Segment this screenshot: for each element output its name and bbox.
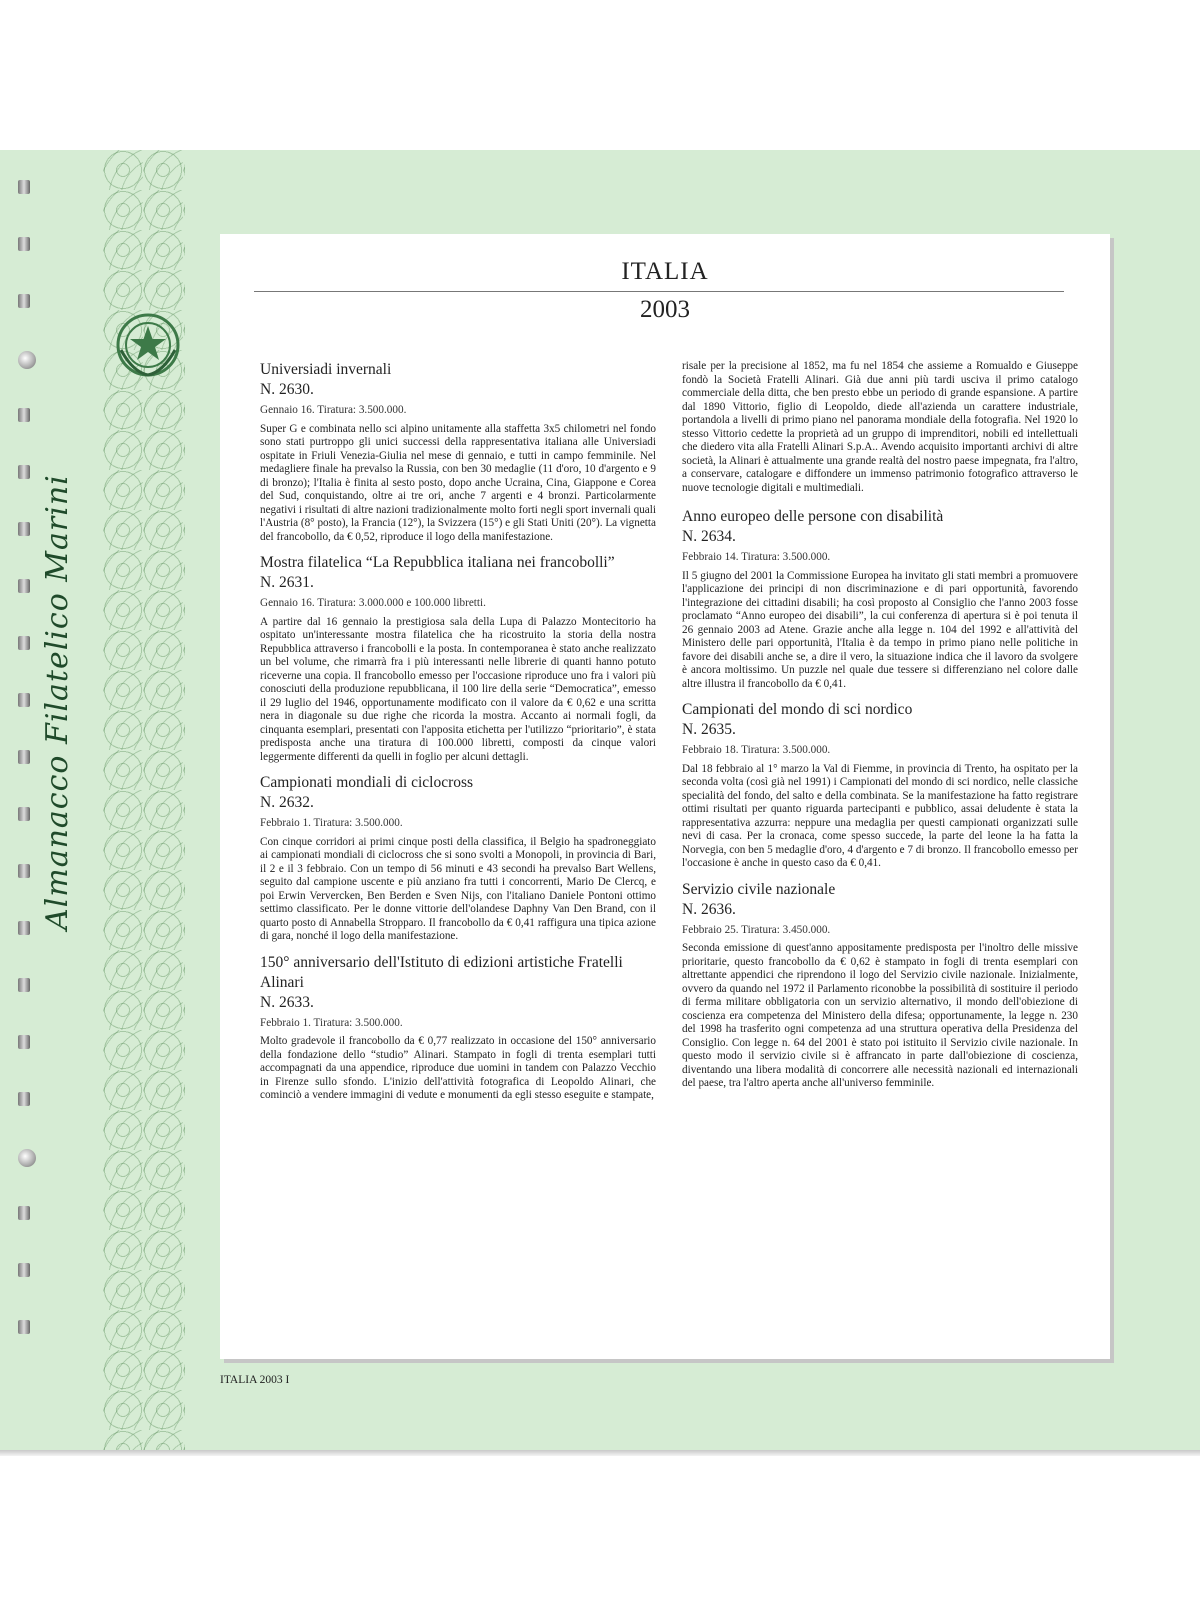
brand-wordmark: Almanacco Filatelico Marini [40,474,75,930]
entry-meta: Gennaio 16. Tiratura: 3.000.000 e 100.000 libretti. [260,597,486,609]
binder-ring-hole-icon [18,693,30,707]
binder-ring-hole-icon [18,1092,30,1106]
binder-ring-hole-icon [18,522,30,536]
entry-meta: Febbraio 1. Tiratura: 3.500.000. [260,817,403,829]
stamp-entry [260,773,656,944]
binder-ring-hole-icon [18,978,30,992]
entry-meta: Febbraio 14. Tiratura: 3.500.000. [682,551,831,563]
entry-body: Dal 18 febbraio al 1° marzo la Val di Fiemme, in provincia di Trento, ha ospitato per la seconda volta (così già nel 1991) i Campionati del mondo di sci nordico, nelle classiche specialità del fondo, del salto e della combinata. Se la manifestazione ha fatto registrare ottimi risultati per quanto riguarda partecipanti e pubblico, assai deludente è stata la rappresentativa azzurra: neppure una medaglia per questi campionati organizzati sulle nevi di casa. Per la cronaca, come spesso succede, la parte del leone la ha fatta la Norvegia, con ben 5 medaglie d'oro, 4 d'argento e 7 di bronzo. Il francobollo emesso per l'occasione è anche in questo caso da € 0,41. [682,762,1078,869]
binder-ring-hole-icon [18,1149,36,1167]
page-footer: ITALIA 2003 I [220,1374,290,1386]
entry-title: Campionati mondiali di ciclocross [260,774,474,791]
page-year: 2003 [640,296,690,323]
binder-ring-hole-icon [18,180,30,194]
entry-number: N. 2631. [260,574,314,591]
page-title: ITALIA [621,258,709,285]
entry-title: Campionati del mondo di sci nordico [682,701,913,718]
stamp-entry [260,553,656,764]
entry-title: 150° anniversario dell'Istituto di edizioni artistiche Fratelli Alinari [260,953,623,991]
right-column [682,360,1078,1100]
stamp-entry [260,360,656,544]
binder-ring-hole-icon [18,1035,30,1049]
binder-ring-hole-icon [18,1320,30,1334]
stamp-entry [682,880,1078,1091]
binder-ring-hole-icon [18,579,30,593]
binder-ring-hole-icon [18,750,30,764]
entry-number: N. 2635. [682,721,736,738]
binder-ring-hole-icon [18,465,30,479]
binder-ring-hole-icon [18,294,30,308]
entry-meta: Febbraio 1. Tiratura: 3.500.000. [260,1016,403,1029]
entry-body: Il 5 giugno del 2001 la Commissione Europea ha invitato gli stati membri a promuovere l'applicazione dei principi di non discriminazione e di pari opportunità, favorendo l'integrazione dei cittadini disabili; ha così proposto al Consiglio che l'anno 2003 fosse proclamato “Anno europeo dei disabili”, la cui conferenza di apertura si è poi tenuta il 26 gennaio 2003 ad Atene. Grazie anche alla legge n. 104 del 1992 e all'attività del Ministero delle pari opportunità, l'Italia è da tempo in primo piano nelle politiche in favore dei disabili anche se, a dire il vero, la situazione indica che il lavoro da svolgere è ancora moltissimo. Un puzzle nel quale due tessere si differenziano nel colore dalle altre illustra il francobollo da € 0,41. [682,569,1078,690]
entry-number: N. 2636. [682,900,736,918]
entry-body: Seconda emissione di quest'anno appositamente predisposta per l'inoltro delle missive prioritarie, questo francobollo da € 0,62 è stampato in fogli di trenta esemplari con altrettante appendici che riprendono il logo del Servizio civile nazionale. Inizialmente, ovvero da quando nel 1972 il Parlamento riconobbe la possibilità di sostituire il periodo di ferma militare obbligatoria con un servizio alternativo, il mondo dell'obiezione di coscienza era competenza del Ministero della difesa; opportunamente, la legge n. 230 del 1998 ha trasferito ogni competenza ad una struttura operativa della Presidenza del Consiglio. Con legge n. 64 del 2001 è stato poi istituito il Servizio civile nazionale. In questo modo il servizio civile si è affrancato in parte dall'obiezione di coscienza, diventando una libera modalità di concorrere alle necessità nazionali ed internazionali del paese, tra l'altro aperta anche all'universo femminile. [682,942,1078,1089]
content-panel [220,234,1110,1359]
stamp-entry [682,507,1078,691]
entry-title: Servizio civile nazionale [682,880,836,898]
entry-meta: Febbraio 25. Tiratura: 3.450.000. [682,923,831,936]
italian-republic-emblem-icon [113,310,183,380]
entry-title: Mostra filatelica “La Repubblica italiana nei francobolli” [260,554,615,571]
binder-ring-hole-icon [18,351,36,369]
entry-number: N. 2632. [260,794,314,811]
entry-meta: Febbraio 18. Tiratura: 3.500.000. [682,744,831,756]
entry-body-continued: risale per la precisione al 1852, ma fu nel 1854 che assieme a Romualdo e Giuseppe fondò la Società Fratelli Alinari. Già due anni più tardi usciva il primo catalogo commerciale della ditta, che ben presto ebbe un periodo di grande espansione. A partire dal 1890 Vittorio, figlio di Leopoldo, diede all'azienda un carattere industriale, portandola a livelli di primo piano nel panorama mondiale della fotografia. Nel 1920 lo stesso Vittorio cedette la proprietà ad un gruppo di imprenditori, nobili ed intellettuali che diedero vita alla Fratelli Alinari S.p.A.. Avendo acquisito importanti archivi di altre società, la Alinari è attualmente una grande realtà del nostro paese impegnata, fra l'altro, a conservare, catalogare e diffondere un immenso patrimonio fotografico attraverso le nuove tecnologie digitali e multimediali. [682,360,1078,494]
entry-body: A partire dal 16 gennaio la prestigiosa sala della Lupa di Palazzo Montecitorio ha ospitato un'interessante mostra filatelica che ha ricostruito la storia della nostra Repubblica attraverso i francobolli e la posta. In contemporanea è stato anche realizzato un bel volume, che rimarrà fra i più interessanti nelle librerie di quanti hanno potuto riceverne una copia. Il francobollo emesso per l'occasione riproduce uno fra i valori più conosciuti della produzione repubblicana, il 100 lire della serie “Democratica”, emesso il 29 luglio del 1946, opportunamente modificato con il valore da € 0,62 e una scritta nera in diagonale su due righe che ricorda la mostra. Accanto ai normali fogli, da cinquanta esemplari, presentati con l'apposita etichetta per l'utilizzo “prioritario”, è stata predisposta anche una tiratura di 100.000 libretti, composti da cinque valori leggermente differenti da quelli in foglio per alcuni dettagli. [260,615,656,763]
header-divider [254,291,1064,292]
binder-ring-hole-icon [18,237,30,251]
binder-ring-holes [18,180,38,1440]
entry-body: Con cinque corridori ai primi cinque posti della classifica, il Belgio ha spadroneggiato ai campionati mondiali di ciclocross che si sono svolti a Monopoli, in provincia di Bari, il 2 e il 3 febbraio. Con un tempo di 56 minuti e 43 secondi ha prevalso Bart Wellens, seguito dal campione uscente e più anziano fra tutti i concorrenti, Mario De Clercq, e poi Erwin Ververcken, Ben Berden e Sven Nijs, con l'italiano Daniele Pontoni ottimo settimo classificato. Per le donne vittorie dell'olandese Daphny Van Den Brand, con il quarto posto di Annabella Stropparo. Il francobollo da € 0,41 raffigura una tipica azione di gara, nonché il logo della manifestazione. [260,835,656,942]
entry-number: N. 2630. [260,381,314,398]
entry-meta: Gennaio 16. Tiratura: 3.500.000. [260,404,407,416]
binder-ring-hole-icon [18,807,30,821]
left-column [260,360,656,1112]
stamp-entry [682,700,1078,871]
binder-ring-hole-icon [18,636,30,650]
entry-number: N. 2633. [260,993,314,1011]
binder-ring-hole-icon [18,864,30,878]
entry-number: N. 2634. [682,528,736,545]
entry-body: Molto gradevole il francobollo da € 0,77 realizzato in occasione del 150° anniversario della fondazione dello “studio” Alinari. Stampato in fogli di trenta esemplari tutti accompagnati da una appendice, riproduce due uomini in tandem con Palazzo Vecchio in Firenze sullo sfondo. L'inizio dell'attività fotografica di Leopoldo Alinari, che cominciò a vendere immagini di vedute e monumenti da egli stesso eseguite e stampate, [260,1035,656,1101]
binder-ring-hole-icon [18,1206,30,1220]
entry-title: Universiadi invernali [260,361,392,378]
entry-title: Anno europeo delle persone con disabilità [682,508,944,525]
binder-ring-hole-icon [18,1263,30,1277]
binder-ring-hole-icon [18,408,30,422]
entry-body: Super G e combinata nello sci alpino unitamente alla staffetta 3x5 chilometri nel fondo sono stati purtroppo gli unici successi della rappresentativa italiana alle Universiadi ospitate in Friuli Venezia-Giulia nel mese di gennaio, e tutti in campo femminile. Nel medagliere finale ha prevalso la Russia, con ben 30 medaglie (11 d'oro, 10 d'argento e 9 di bronzo); l'Italia è finita al sesto posto, dopo anche Ucraina, Cina, Giappone e Corea del Sud, conquistando, oltre ai tre ori, anche 7 argenti e 4 bronzi. Particolarmente negativi i risultati di altre nazioni tradizionalmente molto forti negli sport invernali quali l'Austria (8° posto), la Francia (12°), la Svizzera (15°) e gli Stati Uniti (20°). La vignetta del francobollo, da € 0,52, riproduce il logo della manifestazione. [260,422,656,543]
binder-ring-hole-icon [18,921,30,935]
stamp-entry [260,953,656,1103]
